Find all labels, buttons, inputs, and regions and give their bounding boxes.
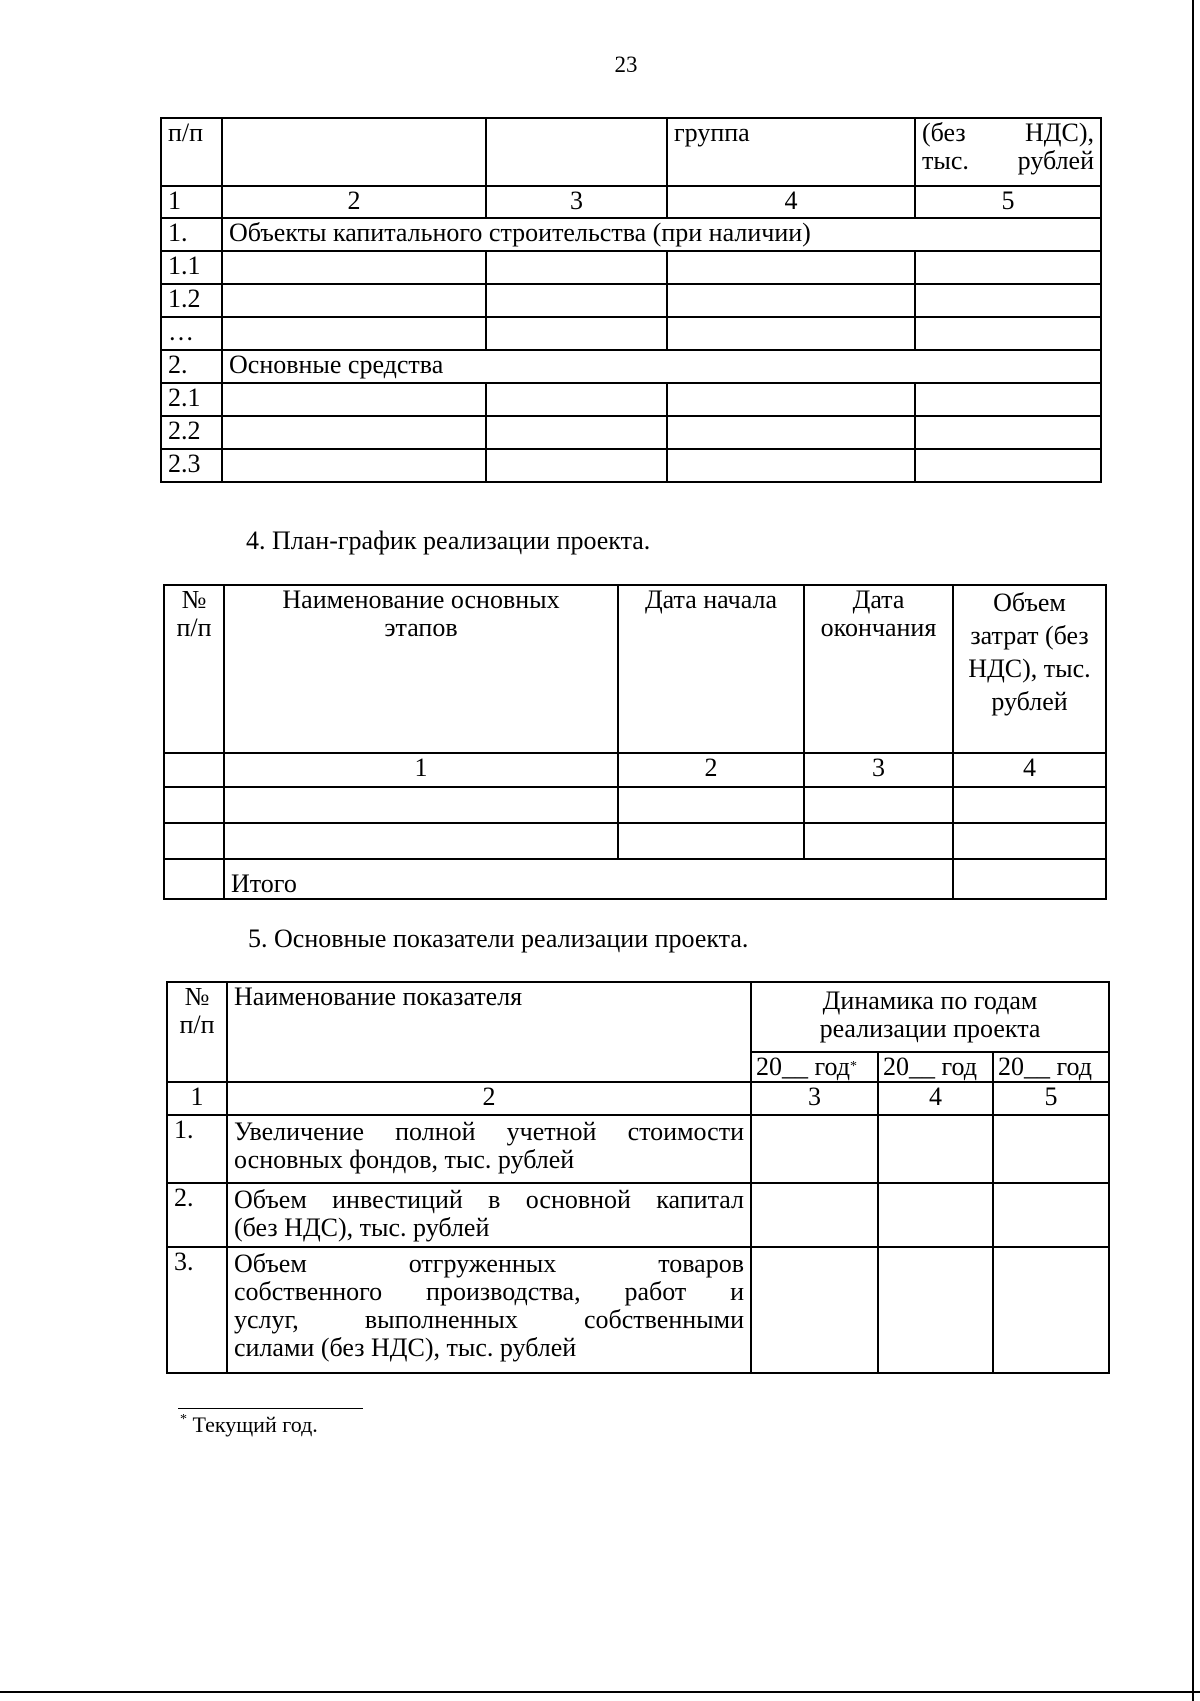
col-number: 4 <box>878 1082 993 1115</box>
current-year-mark: * <box>850 1059 857 1074</box>
col-number: 2 <box>222 186 486 218</box>
header-stage-name: Наименование основных этапов <box>224 585 618 753</box>
indicator-name: Объем отгруженных товаров собственного производства, работ и услуг, выполненных собственными силами (без НДС), тыс. рублей <box>227 1247 751 1373</box>
year-current: 20__ год* <box>751 1052 878 1082</box>
col-number: 1 <box>161 186 222 218</box>
table-row <box>167 1115 1109 1183</box>
col-number: 5 <box>915 186 1101 218</box>
page-edge-bottom <box>0 1691 1200 1693</box>
header-start-date: Дата начала <box>618 585 804 753</box>
page-number: 23 <box>614 52 638 77</box>
row-number: 1.1 <box>161 251 222 284</box>
table-row <box>161 317 1101 350</box>
table-row <box>161 284 1101 317</box>
col-number: 3 <box>486 186 667 218</box>
section-number: 1. <box>161 218 222 251</box>
table-row <box>161 449 1101 482</box>
table-row <box>164 823 1106 859</box>
section-row <box>161 218 1101 251</box>
indicators-table <box>166 981 1110 1374</box>
col-number: 2 <box>618 753 804 787</box>
header-cell <box>486 118 667 186</box>
header-number: № п/п <box>164 585 224 753</box>
column-number-row <box>167 1082 1109 1115</box>
header-indicator-name: Наименование показателя <box>227 982 751 1082</box>
year-next: 20__ год <box>878 1052 993 1082</box>
table-row <box>167 1183 1109 1247</box>
header-cell: п/п <box>161 118 222 186</box>
year-after-next: 20__ год <box>993 1052 1109 1082</box>
schedule-table <box>163 584 1107 900</box>
header-cost: Объем затрат (без НДС), тыс. рублей <box>953 585 1106 753</box>
header-cell: группа <box>667 118 915 186</box>
col-number: 3 <box>751 1082 878 1115</box>
header-end-date: Дата окончания <box>804 585 953 753</box>
col-number: 2 <box>227 1082 751 1115</box>
capital-objects-table <box>160 117 1102 483</box>
table-row <box>161 251 1101 284</box>
section-title: Основные средства <box>222 350 1101 383</box>
header-dynamics: Динамика по годам реализации проекта <box>751 982 1109 1052</box>
section-title: Объекты капитального строительства (при наличии) <box>222 218 1101 251</box>
table-row <box>167 1247 1109 1373</box>
section-number: 2. <box>161 350 222 383</box>
header-cell <box>222 118 486 186</box>
table-row <box>161 383 1101 416</box>
row-number: 2.2 <box>161 416 222 449</box>
row-number: 1. <box>167 1115 227 1183</box>
footnote-text: Текущий год. <box>192 1412 318 1437</box>
row-number: 2. <box>167 1183 227 1247</box>
footnote-divider <box>178 1408 363 1409</box>
table-header-row <box>164 585 1106 753</box>
footnote <box>180 1412 318 1438</box>
row-number: 1.2 <box>161 284 222 317</box>
header-number: № п/п <box>167 982 227 1082</box>
col-number: 3 <box>804 753 953 787</box>
row-number: 3. <box>167 1247 227 1373</box>
col-number: 1 <box>167 1082 227 1115</box>
column-number-row <box>161 186 1101 218</box>
total-label: Итого <box>224 859 953 899</box>
col-number: 4 <box>667 186 915 218</box>
row-number: 2.1 <box>161 383 222 416</box>
page-edge-right <box>1192 0 1194 1701</box>
total-row <box>164 859 1106 899</box>
row-number: 2.3 <box>161 449 222 482</box>
col-number: 5 <box>993 1082 1109 1115</box>
table-row <box>161 416 1101 449</box>
column-number-row <box>164 753 1106 787</box>
section-4-heading: 4. План-график реализации проекта. <box>246 526 651 555</box>
col-number: 1 <box>224 753 618 787</box>
section-row <box>161 350 1101 383</box>
section-5-heading: 5. Основные показатели реализации проекта. <box>248 924 749 953</box>
footnote-mark: * <box>180 1412 187 1427</box>
indicator-name: Объем инвестиций в основной капитал (без НДС), тыс. рублей <box>227 1183 751 1247</box>
col-number: 4 <box>953 753 1106 787</box>
table-header-row <box>161 118 1101 186</box>
header-cell: (без НДС), тыс. рублей <box>915 118 1101 186</box>
row-number: … <box>161 317 222 350</box>
table-header-row <box>167 982 1109 1052</box>
indicator-name: Увеличение полной учетной стоимости основных фондов, тыс. рублей <box>227 1115 751 1183</box>
table-row <box>164 787 1106 823</box>
